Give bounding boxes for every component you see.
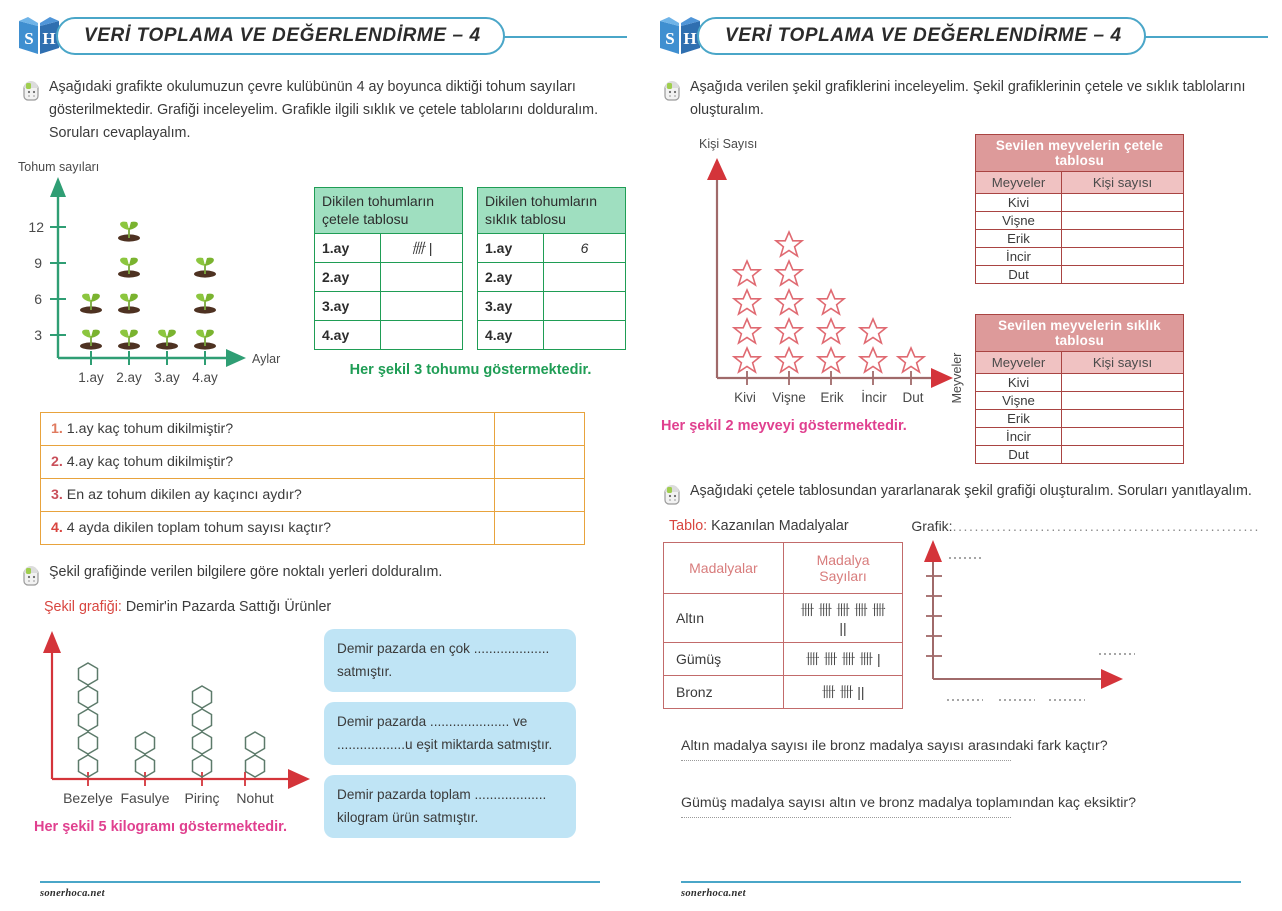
question-text: 4.ay kaç tohum dikilmiştir? xyxy=(66,454,234,471)
pictograph-symbol xyxy=(118,294,140,314)
fill-in-box[interactable]: Demir pazarda en çok .................... satmıştır. xyxy=(324,629,576,692)
pictograph-symbol xyxy=(79,732,98,754)
answer-cell[interactable] xyxy=(495,512,585,545)
instruction-block-4 xyxy=(661,480,1262,508)
answer-cell[interactable] xyxy=(495,413,585,446)
row-value[interactable] xyxy=(544,292,626,321)
medal-col2: Madalya Sayıları xyxy=(783,543,903,594)
table-row xyxy=(41,512,585,545)
mascot-icon xyxy=(661,482,683,508)
row-value[interactable] xyxy=(1062,446,1184,464)
x-tick-2ay: 2.ay xyxy=(116,370,142,386)
frequency-table-caption: Dikilen tohumların sıklık tablosu xyxy=(478,188,626,234)
pictograph-symbol xyxy=(79,686,98,708)
row-label: 1.ay xyxy=(315,234,381,263)
x-axis-label: Aylar xyxy=(252,352,281,367)
pictograph-symbol xyxy=(136,732,155,754)
fill-in-box[interactable]: Demir pazarda toplam ................... kilogram ürün satmıştır. xyxy=(324,775,576,838)
row-label: 4.ay xyxy=(315,321,381,350)
table-row xyxy=(976,392,1184,410)
chart2-caption xyxy=(44,599,641,615)
medal-row xyxy=(641,518,1282,724)
pictograph-symbol xyxy=(898,348,924,372)
x-tick-4ay: 4.ay xyxy=(192,370,218,386)
pictograph-symbol xyxy=(734,348,760,372)
row-label: Vişne xyxy=(976,212,1062,230)
pictograph-symbol xyxy=(734,290,760,314)
table-row xyxy=(41,479,585,512)
row-label: 1.ay xyxy=(478,234,544,263)
tally-table-caption: Dikilen tohumların çetele tablosu xyxy=(315,188,463,234)
pictograph-symbol xyxy=(818,348,844,372)
pictograph-symbol xyxy=(193,732,212,754)
medal-questions xyxy=(641,724,1282,818)
page-title: VERİ TOPLAMA VE DEĞERLENDİRME – 4 xyxy=(84,25,481,46)
row-label: 2.ay xyxy=(315,263,381,292)
table-row xyxy=(315,263,463,292)
row-label: Kivi xyxy=(976,374,1062,392)
fruit-freq-caption: Sevilen meyvelerin sıklık tablosu xyxy=(976,315,1184,352)
svg-text:H: H xyxy=(683,29,697,48)
questions-table xyxy=(40,412,585,545)
chart2-row xyxy=(0,619,641,848)
pictograph-symbol xyxy=(194,294,216,314)
answer-line[interactable] xyxy=(681,760,1011,761)
row-value[interactable] xyxy=(1062,194,1184,212)
pictograph-symbol xyxy=(194,330,216,350)
pictograph-symbol xyxy=(734,261,760,285)
page-title-pill xyxy=(697,17,1146,55)
instruction-block-2 xyxy=(20,561,621,589)
pictograph-symbol xyxy=(776,348,802,372)
header-right xyxy=(655,10,1268,66)
x-tick-erik: Erik xyxy=(820,390,844,406)
medal-table-block xyxy=(663,518,903,724)
row-value[interactable]: 6 xyxy=(544,234,626,263)
fruit-freq-col2: Kişi sayısı xyxy=(1062,352,1184,374)
medal-table xyxy=(663,542,903,709)
row-label: Bronz xyxy=(664,676,784,709)
svg-text:H: H xyxy=(42,29,56,48)
mascot-icon xyxy=(20,563,42,589)
row-value[interactable] xyxy=(1062,410,1184,428)
x-tick-visne: Vişne xyxy=(772,390,806,406)
chart-and-tables-row xyxy=(0,153,641,398)
page-title-pill xyxy=(56,17,505,55)
fruit-tally-table xyxy=(975,134,1184,284)
table-row xyxy=(41,446,585,479)
answer-line[interactable] xyxy=(681,817,1011,818)
footer-left xyxy=(40,881,600,899)
question-cell xyxy=(41,413,495,446)
fruit-tally-caption: Sevilen meyvelerin çetele tablosu xyxy=(976,135,1184,172)
table-row xyxy=(976,194,1184,212)
x-tick-bezelye: Bezelye xyxy=(63,790,113,807)
row-value[interactable] xyxy=(1062,212,1184,230)
table-row xyxy=(976,212,1184,230)
pictograph-symbol xyxy=(776,261,802,285)
row-label: 2.ay xyxy=(478,263,544,292)
fill-in-box[interactable]: Demir pazarda ..................... ve ..................u eşit miktarda satmıştır. xyxy=(324,702,576,765)
x-tick-incir: İncir xyxy=(861,390,887,406)
y-axis-label: Tohum sayıları xyxy=(18,160,100,175)
footer-text: sonerhoca.net xyxy=(681,888,746,899)
pictograph-symbol xyxy=(79,709,98,731)
header-left xyxy=(14,10,627,66)
medal-caption xyxy=(669,518,903,534)
medal-question-text: Gümüş madalya sayısı altın ve bronz madalya toplamından kaç eksiktir? xyxy=(681,795,1136,812)
row-label: 3.ay xyxy=(478,292,544,321)
graph-template-caption xyxy=(911,518,1260,534)
chart2-caption-label: Şekil grafiği: xyxy=(44,599,122,616)
instruction-text-4: Aşağıdaki çetele tablosundan yararlanarak şekil grafiği oluşturalım. Soruları yanıtlayalım. xyxy=(690,483,1252,500)
graph-template-dots: ........................................................ xyxy=(952,518,1260,535)
page-right xyxy=(641,0,1282,911)
table-row xyxy=(664,594,903,643)
question-text: 1.ay kaç tohum dikilmiştir? xyxy=(66,421,234,438)
pictograph-symbol xyxy=(246,732,265,754)
y-tick-3: 3 xyxy=(34,327,42,344)
row-label: Kivi xyxy=(976,194,1062,212)
question-cell xyxy=(41,479,495,512)
row-label: İncir xyxy=(976,428,1062,446)
empty-graph-template xyxy=(903,518,1260,724)
x-tick-fasulye: Fasulye xyxy=(120,790,170,807)
pictograph-symbol xyxy=(193,709,212,731)
row-value[interactable] xyxy=(381,321,463,350)
question-number: 1. xyxy=(51,421,63,438)
pictograph-symbol xyxy=(79,663,98,685)
row-label: Erik xyxy=(976,230,1062,248)
mascot-icon xyxy=(20,78,42,104)
footer-rule xyxy=(681,881,1241,883)
row-value[interactable] xyxy=(1062,248,1184,266)
table-row xyxy=(315,321,463,350)
x-tick-pirinc: Pirinç xyxy=(184,790,220,807)
frequency-table-tohum xyxy=(477,187,626,350)
pictograph-symbol xyxy=(776,232,802,256)
footer-text: sonerhoca.net xyxy=(40,888,105,899)
x-tick-nohut: Nohut xyxy=(236,790,274,807)
pictograph-symbol xyxy=(246,755,265,777)
chart2-caption-rest: Demir'in Pazarda Sattığı Ürünler xyxy=(121,599,332,616)
x-tick-1ay: 1.ay xyxy=(78,370,104,386)
table-row xyxy=(976,266,1184,284)
chart-unit-note: Her şekil 3 tohumu göstermektedir. xyxy=(349,362,592,379)
pictograph-symbol xyxy=(118,330,140,350)
row-value[interactable] xyxy=(381,292,463,321)
x-tick-3ay: 3.ay xyxy=(154,370,180,386)
fruit-tables xyxy=(975,128,1184,464)
row-value[interactable] xyxy=(381,263,463,292)
pictograph-symbol xyxy=(80,330,102,350)
fruit-freq-col1: Meyveler xyxy=(976,352,1062,374)
y-tick-12: 12 xyxy=(28,219,44,236)
pictograph-symbol xyxy=(860,348,886,372)
row-label: Erik xyxy=(976,410,1062,428)
question-number: 3. xyxy=(51,487,63,504)
chart3-unit-note: Her şekil 2 meyveyi göstermektedir. xyxy=(661,418,907,435)
question-cell xyxy=(41,446,495,479)
pictograph-symbol xyxy=(818,290,844,314)
row-label: 3.ay xyxy=(315,292,381,321)
row-label: Altın xyxy=(664,594,784,643)
row-value[interactable] xyxy=(544,321,626,350)
row-value[interactable] xyxy=(544,263,626,292)
pictograph-symbol xyxy=(776,319,802,343)
question-number: 2. xyxy=(51,454,63,471)
table-row xyxy=(664,643,903,676)
row-tally: 卌 卌 卌 卌 | xyxy=(783,643,903,676)
medal-caption-rest: Kazanılan Madalyalar xyxy=(707,518,849,535)
pictograph-symbol xyxy=(156,330,178,350)
tally-table-tohum xyxy=(314,187,463,350)
row-value[interactable] xyxy=(1062,230,1184,248)
row-value[interactable]: 卌 | xyxy=(381,234,463,263)
pictograph-symbol xyxy=(194,258,216,278)
x-tick-dut: Dut xyxy=(902,390,924,406)
instruction-text-2: Şekil grafiğinde verilen bilgilere göre noktalı yerleri dolduralım. xyxy=(49,564,443,581)
table-row xyxy=(976,248,1184,266)
urun-pictograph-chart xyxy=(14,619,324,848)
graph-template-label: Grafik: xyxy=(911,518,953,535)
medal-caption-label: Tablo: xyxy=(669,518,708,535)
fruit-tally-col1: Meyveler xyxy=(976,172,1062,194)
row-label: Dut xyxy=(976,446,1062,464)
svg-text:S: S xyxy=(24,29,34,48)
row-tally: 卌 卌 卌 卌 卌 || xyxy=(783,594,903,643)
table-row xyxy=(664,676,903,709)
medal-question-text: Altın madalya sayısı ile bronz madalya sayısı arasındaki fark kaçtır? xyxy=(681,738,1108,755)
fruit-tally-col2: Kişi sayısı xyxy=(1062,172,1184,194)
table-row xyxy=(478,292,626,321)
pictograph-symbol xyxy=(818,319,844,343)
row-value[interactable] xyxy=(1062,428,1184,446)
table-row xyxy=(976,374,1184,392)
row-label: İncir xyxy=(976,248,1062,266)
pictograph-symbol xyxy=(118,222,140,242)
y-axis-label: Kişi Sayısı xyxy=(699,137,758,152)
row-value[interactable] xyxy=(1062,374,1184,392)
chart2-unit-note: Her şekil 5 kilogramı göstermektedir. xyxy=(34,819,288,836)
medal-col1: Madalyalar xyxy=(664,543,784,594)
question-cell xyxy=(41,512,495,545)
fruit-frequency-table xyxy=(975,314,1184,464)
chart3-row xyxy=(641,128,1282,464)
answer-cell[interactable] xyxy=(495,446,585,479)
pictograph-symbol xyxy=(734,319,760,343)
y-tick-9: 9 xyxy=(34,255,42,272)
question-text: 4 ayda dikilen toplam tohum sayısı kaçtır? xyxy=(66,520,331,537)
instruction-block-1 xyxy=(20,76,621,145)
pictograph-symbol xyxy=(860,319,886,343)
instruction-text-3: Aşağıda verilen şekil grafiklerini inceleyelim. Şekil grafiklerinin çetele ve sıklık tablolarını oluşturalım. xyxy=(690,79,1246,119)
answer-cell[interactable] xyxy=(495,479,585,512)
pictograph-symbol xyxy=(776,290,802,314)
page-title: VERİ TOPLAMA VE DEĞERLENDİRME – 4 xyxy=(725,25,1122,46)
pictograph-symbol xyxy=(193,686,212,708)
table-row xyxy=(315,292,463,321)
footer-rule xyxy=(40,881,600,883)
fill-in-boxes xyxy=(324,619,576,848)
mascot-icon xyxy=(661,78,683,104)
row-tally: 卌 卌 || xyxy=(783,676,903,709)
table-row xyxy=(41,413,585,446)
svg-text:S: S xyxy=(665,29,675,48)
row-label: Vişne xyxy=(976,392,1062,410)
pictograph-symbol xyxy=(80,294,102,314)
instruction-text-1: Aşağıdaki grafikte okulumuzun çevre kulübünün 4 ay boyunca diktiği tohum sayıları gösterilmektedir. Grafiği inceleyelim. Grafikle ilgili sıklık ve çetele tablolarını dolduralım. Soruları cevaplayalım. xyxy=(49,79,599,142)
y-tick-6: 6 xyxy=(34,291,42,308)
table-row xyxy=(976,428,1184,446)
table-row xyxy=(315,234,463,263)
table-row xyxy=(478,234,626,263)
meyve-pictograph-chart xyxy=(655,128,975,464)
table-row xyxy=(478,321,626,350)
row-label: Gümüş xyxy=(664,643,784,676)
row-label: 4.ay xyxy=(478,321,544,350)
table-row xyxy=(478,263,626,292)
table-row xyxy=(976,230,1184,248)
x-tick-kivi: Kivi xyxy=(734,390,756,406)
question-text: En az tohum dikilen ay kaçıncı aydır? xyxy=(66,487,302,504)
pictograph-symbol xyxy=(118,258,140,278)
row-label: Dut xyxy=(976,266,1062,284)
x-axis-label: Meyveler xyxy=(950,352,964,404)
instruction-block-3 xyxy=(661,76,1262,122)
table-row xyxy=(976,410,1184,428)
table-row xyxy=(976,446,1184,464)
blank-graph-axes[interactable] xyxy=(903,534,1153,719)
tohum-pictograph-chart xyxy=(14,153,314,398)
row-value[interactable] xyxy=(1062,266,1184,284)
question-number: 4. xyxy=(51,520,63,537)
row-value[interactable] xyxy=(1062,392,1184,410)
footer-right xyxy=(681,881,1241,899)
